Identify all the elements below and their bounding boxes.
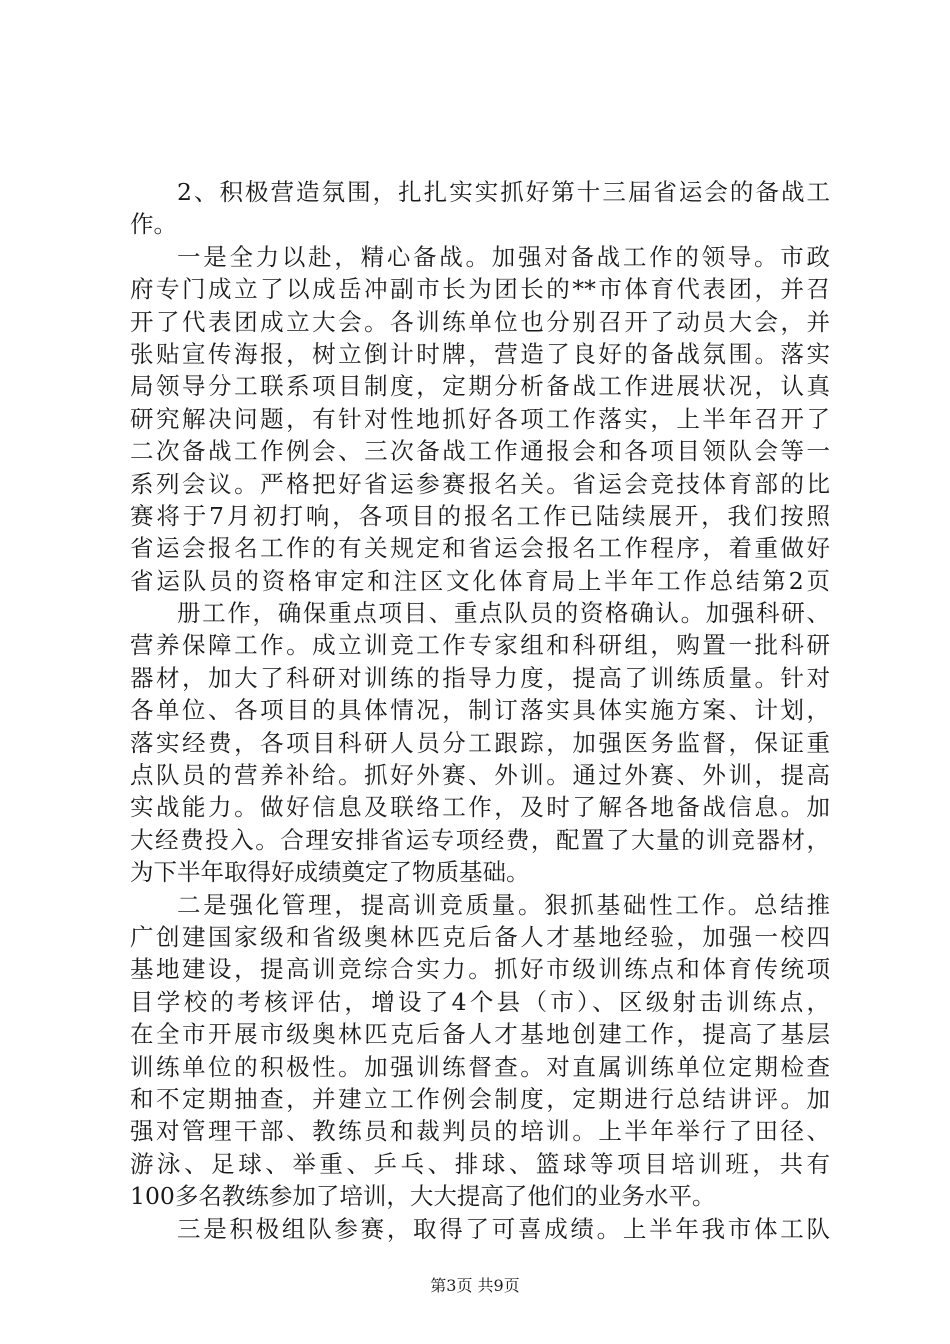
text-line: 张贴宣传海报，树立倒计时牌，营造了良好的备战氛围。落实: [130, 339, 830, 368]
text-line: 为下半年取得好成绩奠定了物质基础。: [130, 858, 530, 887]
text-line: 各单位、各项目的具体情况，制订落实具体实施方案、计划，: [130, 696, 830, 725]
text-line: 和不定期抽查，并建立工作例会制度，定期进行总结讲评。加: [130, 1084, 830, 1113]
page-footer: 第3页 共9页: [430, 1276, 520, 1295]
text-line: 局领导分工联系项目制度，定期分析备战工作进展状况，认真: [130, 372, 830, 401]
text-line: 基地建设，提高训竞综合实力。抓好市级训练点和体育传统项: [130, 955, 830, 984]
text-line: 器材，加大了科研对训练的指导力度，提高了训练质量。针对: [130, 663, 830, 692]
text-line: 二是强化管理，提高训竞质量。狠抓基础性工作。总结推: [177, 890, 830, 919]
text-line: 广创建国家级和省级奥林匹克后备人才基地经验，加强一校四: [130, 922, 830, 951]
text-line: 在全市开展市级奥林匹克后备人才基地创建工作，提高了基层: [130, 1020, 830, 1049]
text-line: 研究解决问题，有针对性地抓好各项工作落实，上半年召开了: [130, 404, 830, 433]
text-line: 赛将于7月初打响，各项目的报名工作已陆续展开，我们按照: [130, 501, 830, 530]
text-line: 省运队员的资格审定和注区文化体育局上半年工作总结第2页: [130, 566, 830, 595]
text-line: 一是全力以赴，精心备战。加强对备战工作的领导。市政: [177, 242, 830, 271]
text-line: 100多名教练参加了培训，大大提高了他们的业务水平。: [130, 1182, 716, 1211]
text-line: 府专门成立了以成岳冲副市长为团长的**市体育代表团，并召: [130, 275, 830, 304]
text-line: 二次备战工作例会、三次备战工作通报会和各项目领队会等一: [130, 437, 830, 466]
body-text: [130, 176, 830, 1245]
text-line: 营养保障工作。成立训竞工作专家组和科研组，购置一批科研: [130, 631, 830, 660]
text-line: 册工作，确保重点项目、重点队员的资格确认。加强科研、: [177, 599, 830, 628]
text-line: 开了代表团成立大会。各训练单位也分别召开了动员大会，并: [130, 307, 830, 336]
text-line: 作。: [130, 210, 177, 239]
text-line: 游泳、足球、举重、乒乓、排球、篮球等项目培训班，共有: [130, 1149, 830, 1178]
text-line: 省运会报名工作的有关规定和省运会报名工作程序，着重做好: [130, 534, 830, 563]
text-line: 系列会议。严格把好省运参赛报名关。省运会竞技体育部的比: [130, 469, 830, 498]
text-line: 落实经费，各项目科研人员分工跟踪，加强医务监督，保证重: [130, 728, 830, 757]
text-line: 三是积极组队参赛，取得了可喜成绩。上半年我市体工队: [177, 1214, 830, 1243]
text-line: 目学校的考核评估，增设了4个县（市）、区级射击训练点，: [130, 987, 830, 1016]
text-line: 大经费投入。合理安排省运专项经费，配置了大量的训竞器材，: [130, 825, 830, 854]
text-line: 点队员的营养补给。抓好外赛、外训。通过外赛、外训，提高: [130, 761, 830, 790]
text-line: 强对管理干部、教练员和裁判员的培训。上半年举行了田径、: [130, 1117, 830, 1146]
text-line: 训练单位的积极性。加强训练督查。对直属训练单位定期检查: [130, 1052, 830, 1081]
text-line: 实战能力。做好信息及联络工作，及时了解各地备战信息。加: [130, 793, 830, 822]
text-line: 2、积极营造氛围，扎扎实实抓好第十三届省运会的备战工: [177, 178, 830, 206]
